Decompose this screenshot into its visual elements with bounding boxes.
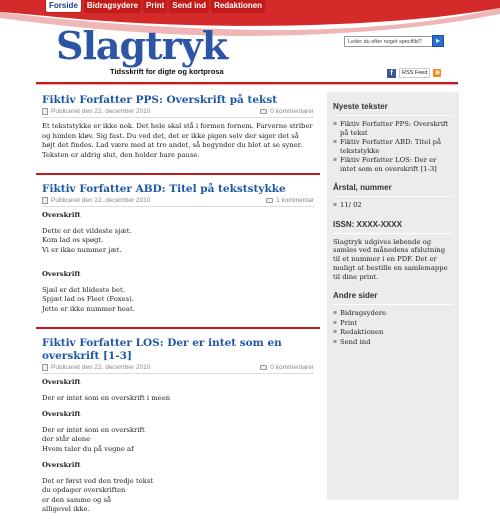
post-date-text: Publiceret den 22. december 2010 (51, 197, 151, 204)
post (36, 92, 320, 171)
post-line: Det er først ved den tredje tekst (42, 476, 154, 485)
post-line: Der er intet som en overskrift i meen (42, 393, 171, 402)
post-date (42, 108, 150, 115)
comment-icon (260, 109, 267, 114)
post-comments-text[interactable]: 1 kommentar (276, 197, 314, 204)
post-line: Kom lad os spøgt. (42, 236, 104, 244)
post-paragraph: Et tekststykke er ikke nok. Det hele skal stå i formen fornem. Farverne striber og himlen kløv. Sig fast. Du ved det, det er ikke pigen selv der siger det så højt det findes. Lad være med at tro andet, så begynder du blot at se syner. Teksten er aldrig slut, den holder bare pause. (42, 122, 313, 159)
site-header (0, 0, 500, 90)
post-subheading: Overskrift (42, 461, 81, 469)
main-nav (45, 0, 265, 13)
post-date (42, 364, 150, 371)
post-line: du opdager overskriften (42, 486, 126, 494)
post-subheading: Overskrift (42, 378, 81, 386)
other-pages-item[interactable]: ▪ Print (333, 319, 453, 328)
search-arrow-icon: ▸ (435, 36, 440, 45)
post-date (42, 197, 150, 204)
post-body (42, 122, 314, 160)
main-content (36, 92, 320, 526)
post-title[interactable]: Fiktiv Forfatter LOS: Der er intet som en overskrift [1-3] (42, 337, 282, 362)
post-line: Vi er ikke nummer jæt. (42, 245, 122, 254)
post-date-text: Publiceret den 22. december 2010 (51, 108, 151, 115)
other-pages-item[interactable]: ▪ Bidragsydere (333, 309, 453, 318)
nav-item-print[interactable]: Print (143, 0, 167, 13)
newest-list-item[interactable]: ▪ Fiktiv Forfatter LOS: Der er intet som en overskrift [1-3] (333, 156, 453, 173)
post-line: er den samme og så (42, 495, 112, 504)
post-line: alligevel ikke. (42, 505, 90, 513)
search-input[interactable] (344, 36, 444, 47)
post-title[interactable]: Fiktiv Forfatter PPS: Overskrift på tekst (42, 94, 278, 106)
site-logo[interactable]: Slagtryk (56, 23, 228, 68)
post-line: Sjæl er det blideste bet. (42, 285, 125, 294)
other-pages-item[interactable]: ▪ Send ind (333, 338, 453, 347)
sidebar-heading-year: Årstal, nummer (333, 183, 453, 197)
post-stanza (42, 394, 314, 404)
year-list-item[interactable]: ▪ 11/ 02 (333, 201, 453, 210)
newest-list (333, 120, 453, 173)
rss-feed-link[interactable]: RSS Feed (399, 68, 430, 78)
newest-list-item[interactable]: ▪ Fiktiv Forfatter PPS: Overskrift på tekst (333, 120, 453, 137)
post-meta (42, 363, 314, 374)
comment-icon (266, 198, 273, 203)
other-pages-list (333, 309, 453, 346)
post-meta (42, 107, 314, 118)
site-tagline: Tidsskrift for digte og kortprosa (110, 67, 224, 76)
sidebar (327, 92, 459, 500)
post-body (42, 378, 314, 515)
comment-icon (260, 365, 267, 370)
post-divider (36, 173, 320, 175)
document-icon (42, 108, 48, 115)
nav-item-redaktionen[interactable]: Redaktionen (211, 0, 265, 13)
sidebar-heading-issn: ISSN: XXXX-XXXX (333, 220, 453, 234)
facebook-icon[interactable]: f (387, 69, 396, 78)
nav-item-forside[interactable]: Forside (45, 0, 82, 13)
post-comments-link[interactable] (266, 197, 314, 204)
post-stanza (42, 426, 314, 455)
sidebar-heading-newest: Nyeste tekster (333, 102, 453, 116)
post-divider (36, 327, 320, 329)
post-subheading: Overskrift (42, 211, 81, 219)
year-list (333, 201, 453, 210)
post-date-text: Publiceret den 22. december 2010 (51, 364, 151, 371)
post-line: Der er intet som en overskrift (42, 425, 145, 434)
post-comments-text[interactable]: 0 kommentarer (270, 108, 314, 115)
post-spacer (42, 262, 314, 270)
post-comments-link[interactable] (260, 108, 314, 115)
post-line: Jette er ikke nummer heat. (42, 304, 135, 313)
post-line: Hvem taler du på vegne af (42, 444, 134, 453)
post (36, 181, 320, 325)
post-stanza (42, 227, 314, 256)
post-title[interactable]: Fiktiv Forfatter ABD: Titel på tekststykke (42, 183, 286, 195)
post-stanza (42, 477, 314, 515)
document-icon (42, 364, 48, 371)
social-links (387, 68, 441, 78)
document-icon (42, 197, 48, 204)
post-stanza (42, 286, 314, 315)
post-body (42, 211, 314, 314)
other-pages-item[interactable]: ▪ Redaktionen (333, 328, 453, 337)
search-button[interactable] (432, 35, 444, 47)
post-line: Spjæt lad os Fleet (Foxes). (42, 295, 134, 303)
rss-icon[interactable]: ◉ (434, 69, 440, 76)
post-subheading: Overskrift (42, 410, 81, 418)
post (36, 335, 320, 526)
post-line: Dette er det vildeste sjæt. (42, 226, 132, 235)
header-divider-shadow (36, 84, 458, 85)
issn-description: Slagtryk udgives løbende og samles ved månedens afslutning til et nummer i en PDF. Det er muligt at bestille en samlemappe til dine print. (333, 237, 448, 281)
post-comments-text[interactable]: 0 kommentarer (270, 364, 314, 371)
nav-item-bidragsydere[interactable]: Bidragsydere (84, 0, 141, 13)
post-subheading: Overskrift (42, 270, 81, 278)
newest-list-item[interactable]: ▪ Fiktiv Forfatter ABD: Titel på tekststykke (333, 138, 453, 155)
post-meta (42, 196, 314, 207)
sidebar-heading-other: Andre sider (333, 291, 453, 305)
nav-item-send-ind[interactable]: Send ind (169, 0, 209, 13)
post-comments-link[interactable] (260, 364, 314, 371)
post-line: der står alene (42, 435, 91, 443)
